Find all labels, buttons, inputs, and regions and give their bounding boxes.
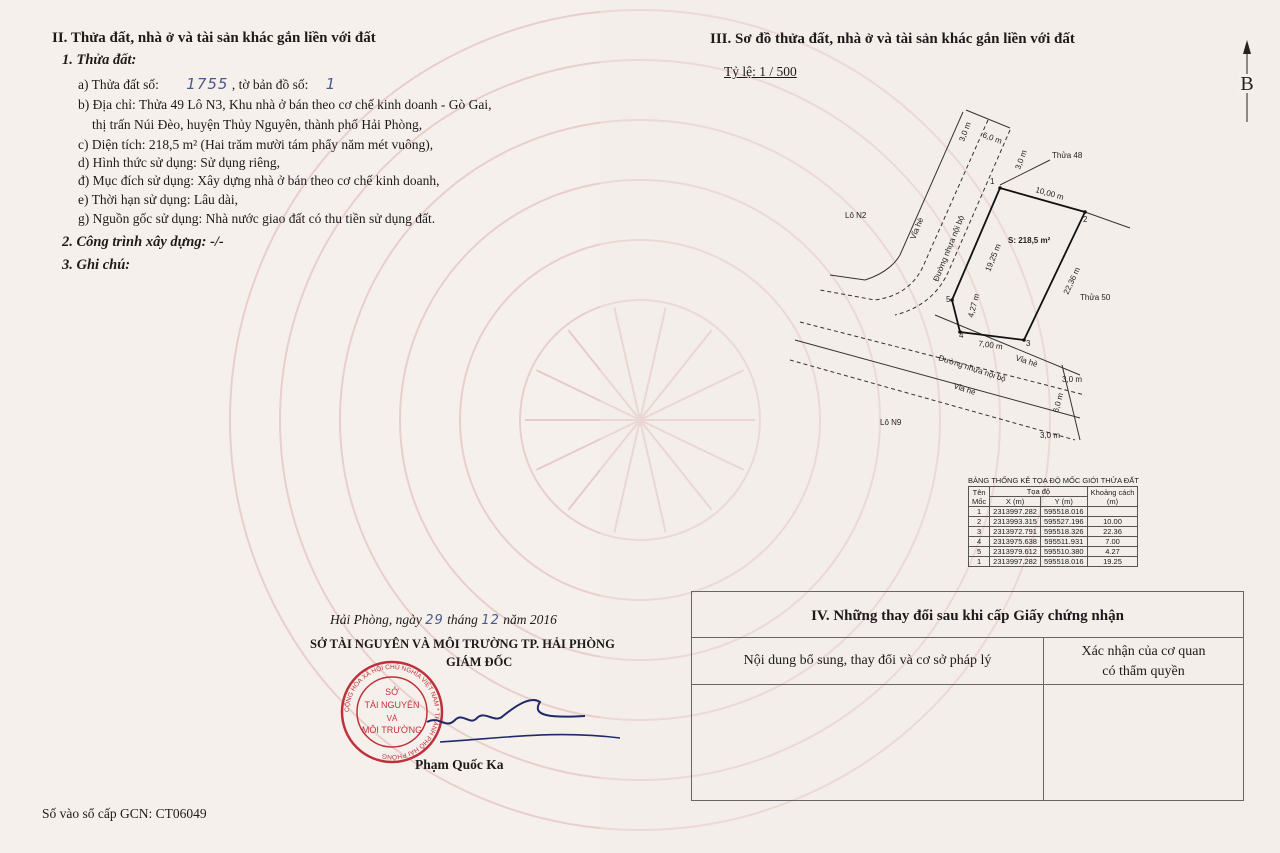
usage-origin-line: g) Nguồn gốc sử dụng: Nhà nước giao đất có thu tiền sử dụng đất. (78, 211, 436, 226)
coord-row (969, 537, 1138, 547)
watermark-ray (614, 308, 640, 420)
watermark-ray (568, 420, 640, 510)
edge-2-3: 22,36 m (1061, 265, 1083, 296)
parcel-number-line (78, 75, 336, 93)
coord-cell-x: 2313972.791 (990, 527, 1041, 537)
road-line-c (895, 130, 1010, 315)
marker-1 (998, 186, 1002, 190)
usage-form-line: d) Hình thức sử dụng: Sử dụng riêng, (78, 155, 280, 170)
official-seal (342, 662, 442, 762)
coord-cell-y: 595511.931 (1040, 537, 1087, 547)
seal-line-1: SỞ (385, 687, 399, 697)
changes-content-header: Nội dung bổ sung, thay đổi và cơ sở pháp lý (692, 638, 1044, 684)
north-arrow-head (1243, 40, 1251, 54)
coord-row (969, 547, 1138, 557)
watermark-ray (640, 308, 666, 420)
section2-heading: II. Thửa đất, nhà ở và tài sản khác gắn liền với đất (52, 30, 376, 46)
scale-label: Tỷ lệ: 1 / 500 (724, 64, 797, 79)
point-3: 3 (1026, 339, 1031, 348)
coord-row (969, 527, 1138, 537)
watermark-ray (640, 420, 744, 470)
signature-underline (440, 735, 620, 742)
handwritten-signature (427, 700, 585, 724)
signing-date: Hải Phòng, ngày 29 tháng 12 năm 2016 (330, 612, 557, 628)
neighbour-50: Thửa 50 (1080, 293, 1111, 302)
coord-table-title: BẢNG THỐNG KÊ TỌA ĐỘ MỐC GIỚI THỬA ĐẤT (968, 476, 1139, 485)
coord-cell-y: 595510.380 (1040, 547, 1087, 557)
coord-cell-y: 595518.326 (1040, 527, 1087, 537)
changes-authority-header: Xác nhận của cơ quan có thẩm quyền (1081, 644, 1206, 679)
road-label-1: Đường nhựa nội bộ (931, 214, 967, 283)
coord-row (969, 517, 1138, 527)
col-y: Y (m) (1040, 497, 1087, 507)
edge-4-5: 4,27 m (966, 292, 982, 319)
neighbour-48: Thửa 48 (1052, 151, 1083, 160)
watermark-ray (640, 420, 666, 532)
coord-cell-d: 19.25 (1087, 557, 1138, 567)
address-line-1: b) Địa chỉ: Thửa 49 Lô N3, Khu nhà ở bán theo cơ chế kinh doanh - Gò Gai, (78, 97, 492, 112)
coord-cell-moc: 3 (969, 527, 990, 537)
section3-heading: III. Sơ đồ thửa đất, nhà ở và tài sản khác gắn liền với đất (710, 31, 1075, 47)
coord-table (968, 486, 1138, 567)
watermark-ray (568, 330, 640, 420)
dimension-line-top (966, 110, 1010, 128)
coord-cell-d: 22.36 (1087, 527, 1138, 537)
north-arrow (1232, 38, 1262, 126)
edge-3-4: 7,00 m (977, 339, 1004, 352)
notes-subheading: 3. Ghi chú: (62, 257, 131, 273)
point-1: 1 (990, 177, 995, 186)
col-coords: Tọa độ (990, 487, 1087, 497)
coord-cell-x: 2313975.638 (990, 537, 1041, 547)
section4-heading: IV. Những thay đổi sau khi cấp Giấy chứng nhận (692, 592, 1243, 638)
coord-row (969, 557, 1138, 567)
width-bottom-3: 3,0 m (1040, 431, 1061, 440)
coord-cell-moc: 1 (969, 557, 990, 567)
coord-cell-moc: 1 (969, 507, 990, 517)
watermark-ray (640, 330, 712, 420)
parcel-subheading: 1. Thửa đất: (62, 52, 137, 68)
watermark-ray (536, 420, 640, 470)
road-line-f (790, 360, 1075, 440)
coord-cell-d: 7.00 (1087, 537, 1138, 547)
area-label: S: 218,5 m² (1008, 236, 1051, 245)
block-n9: Lô N9 (880, 418, 902, 427)
point-4: 4 (959, 331, 964, 340)
seal-line-2: TÀI NGUYÊN (364, 700, 420, 710)
sign-day: 29 (425, 613, 444, 628)
boundary-48 (1000, 160, 1050, 185)
usage-purpose-line: đ) Mục đích sử dụng: Xây dựng nhà ở bán theo cơ chế kinh doanh, (78, 173, 440, 188)
watermark-ray (536, 370, 640, 420)
marker-2 (1083, 210, 1087, 214)
coord-cell-d (1087, 507, 1138, 517)
col-distance: Khoảng cách (m) (1087, 487, 1138, 507)
area-line: c) Diện tích: 218,5 m² (Hai trăm mười tám phẩy năm mét vuông), (78, 137, 434, 152)
usage-term-line: e) Thời hạn sử dụng: Lâu dài, (78, 192, 239, 207)
road-line-e (795, 340, 1083, 418)
map-sheet-value: 1 (325, 75, 337, 93)
width-top-2: 6,0 m (981, 130, 1004, 146)
coord-cell-d: 10.00 (1087, 517, 1138, 527)
sidewalk-label-3: Vỉa hè (952, 381, 977, 397)
issuing-org: SỞ TÀI NGUYÊN VÀ MÔI TRƯỜNG TP. HẢI PHÒNG (310, 637, 615, 651)
sign-month: 12 (481, 613, 500, 628)
col-marker: Tên Mốc (969, 487, 990, 507)
width-bottom-1: 3,0 m (1062, 375, 1083, 384)
width-bottom-2: 6,0 m (1051, 391, 1066, 414)
parcel-number-value: 1755 (186, 75, 229, 93)
coord-cell-x: 2313997.282 (990, 507, 1041, 517)
changes-table (691, 591, 1244, 801)
address-line-2: thị trấn Núi Đèo, huyện Thủy Nguyên, thành phố Hải Phòng, (92, 117, 423, 132)
signer-name: Phạm Quốc Ka (415, 757, 504, 772)
sidewalk-label-1: Vỉa hè (908, 216, 926, 241)
north-label: B (1240, 73, 1254, 95)
seal-line-3: VÀ (386, 714, 398, 723)
coord-cell-d: 4.27 (1087, 547, 1138, 557)
coord-cell-moc: 4 (969, 537, 990, 547)
coord-row (969, 507, 1138, 517)
parcel-number-label: a) Thửa đất số: (78, 77, 159, 92)
coord-cell-moc: 2 (969, 517, 990, 527)
watermark-ray (614, 420, 640, 532)
watermark-ray (640, 420, 712, 510)
point-5: 5 (946, 295, 951, 304)
edge-1-2: 10,00 m (1034, 185, 1065, 202)
coord-cell-y: 595518.016 (1040, 507, 1087, 517)
gcn-register-number: Số vào sổ cấp GCN: CT06049 (42, 806, 207, 821)
construction-subheading: 2. Công trình xây dựng: -/- (62, 234, 224, 250)
coord-cell-moc: 5 (969, 547, 990, 557)
coord-cell-x: 2313993.315 (990, 517, 1041, 527)
changes-content-cell (692, 685, 1044, 800)
road-label-2: Đường nhựa nội bộ (937, 353, 1007, 384)
edge-5-1: 19,25 m (983, 242, 1003, 273)
signer-title: GIÁM ĐỐC (446, 655, 513, 669)
coord-cell-y: 595518.016 (1040, 557, 1087, 567)
marker-5 (950, 298, 954, 302)
boundary-50 (1085, 212, 1130, 228)
watermark-ray (640, 370, 744, 420)
width-top-1: 3,0 m (957, 120, 973, 143)
width-top-3: 3,0 m (1013, 148, 1029, 171)
coord-cell-y: 595527.196 (1040, 517, 1087, 527)
block-n2: Lô N2 (845, 211, 867, 220)
seal-ring-text: CỘNG HÒA XÃ HỘI CHỦ NGHĨA VIỆT NAM * THÀNH PHỐ HẢI PHÒNG (343, 663, 441, 761)
point-2: 2 (1083, 215, 1088, 224)
parcel-map (780, 95, 1140, 455)
col-x: X (m) (990, 497, 1041, 507)
coord-cell-x: 2313979.612 (990, 547, 1041, 557)
sidewalk-label-2: Vỉa hè (1014, 353, 1039, 369)
coord-cell-x: 2313997.282 (990, 557, 1041, 567)
seal-line-4: MÔI TRƯỜNG (361, 725, 423, 735)
map-sheet-label: , tờ bản đồ số: (231, 77, 309, 92)
